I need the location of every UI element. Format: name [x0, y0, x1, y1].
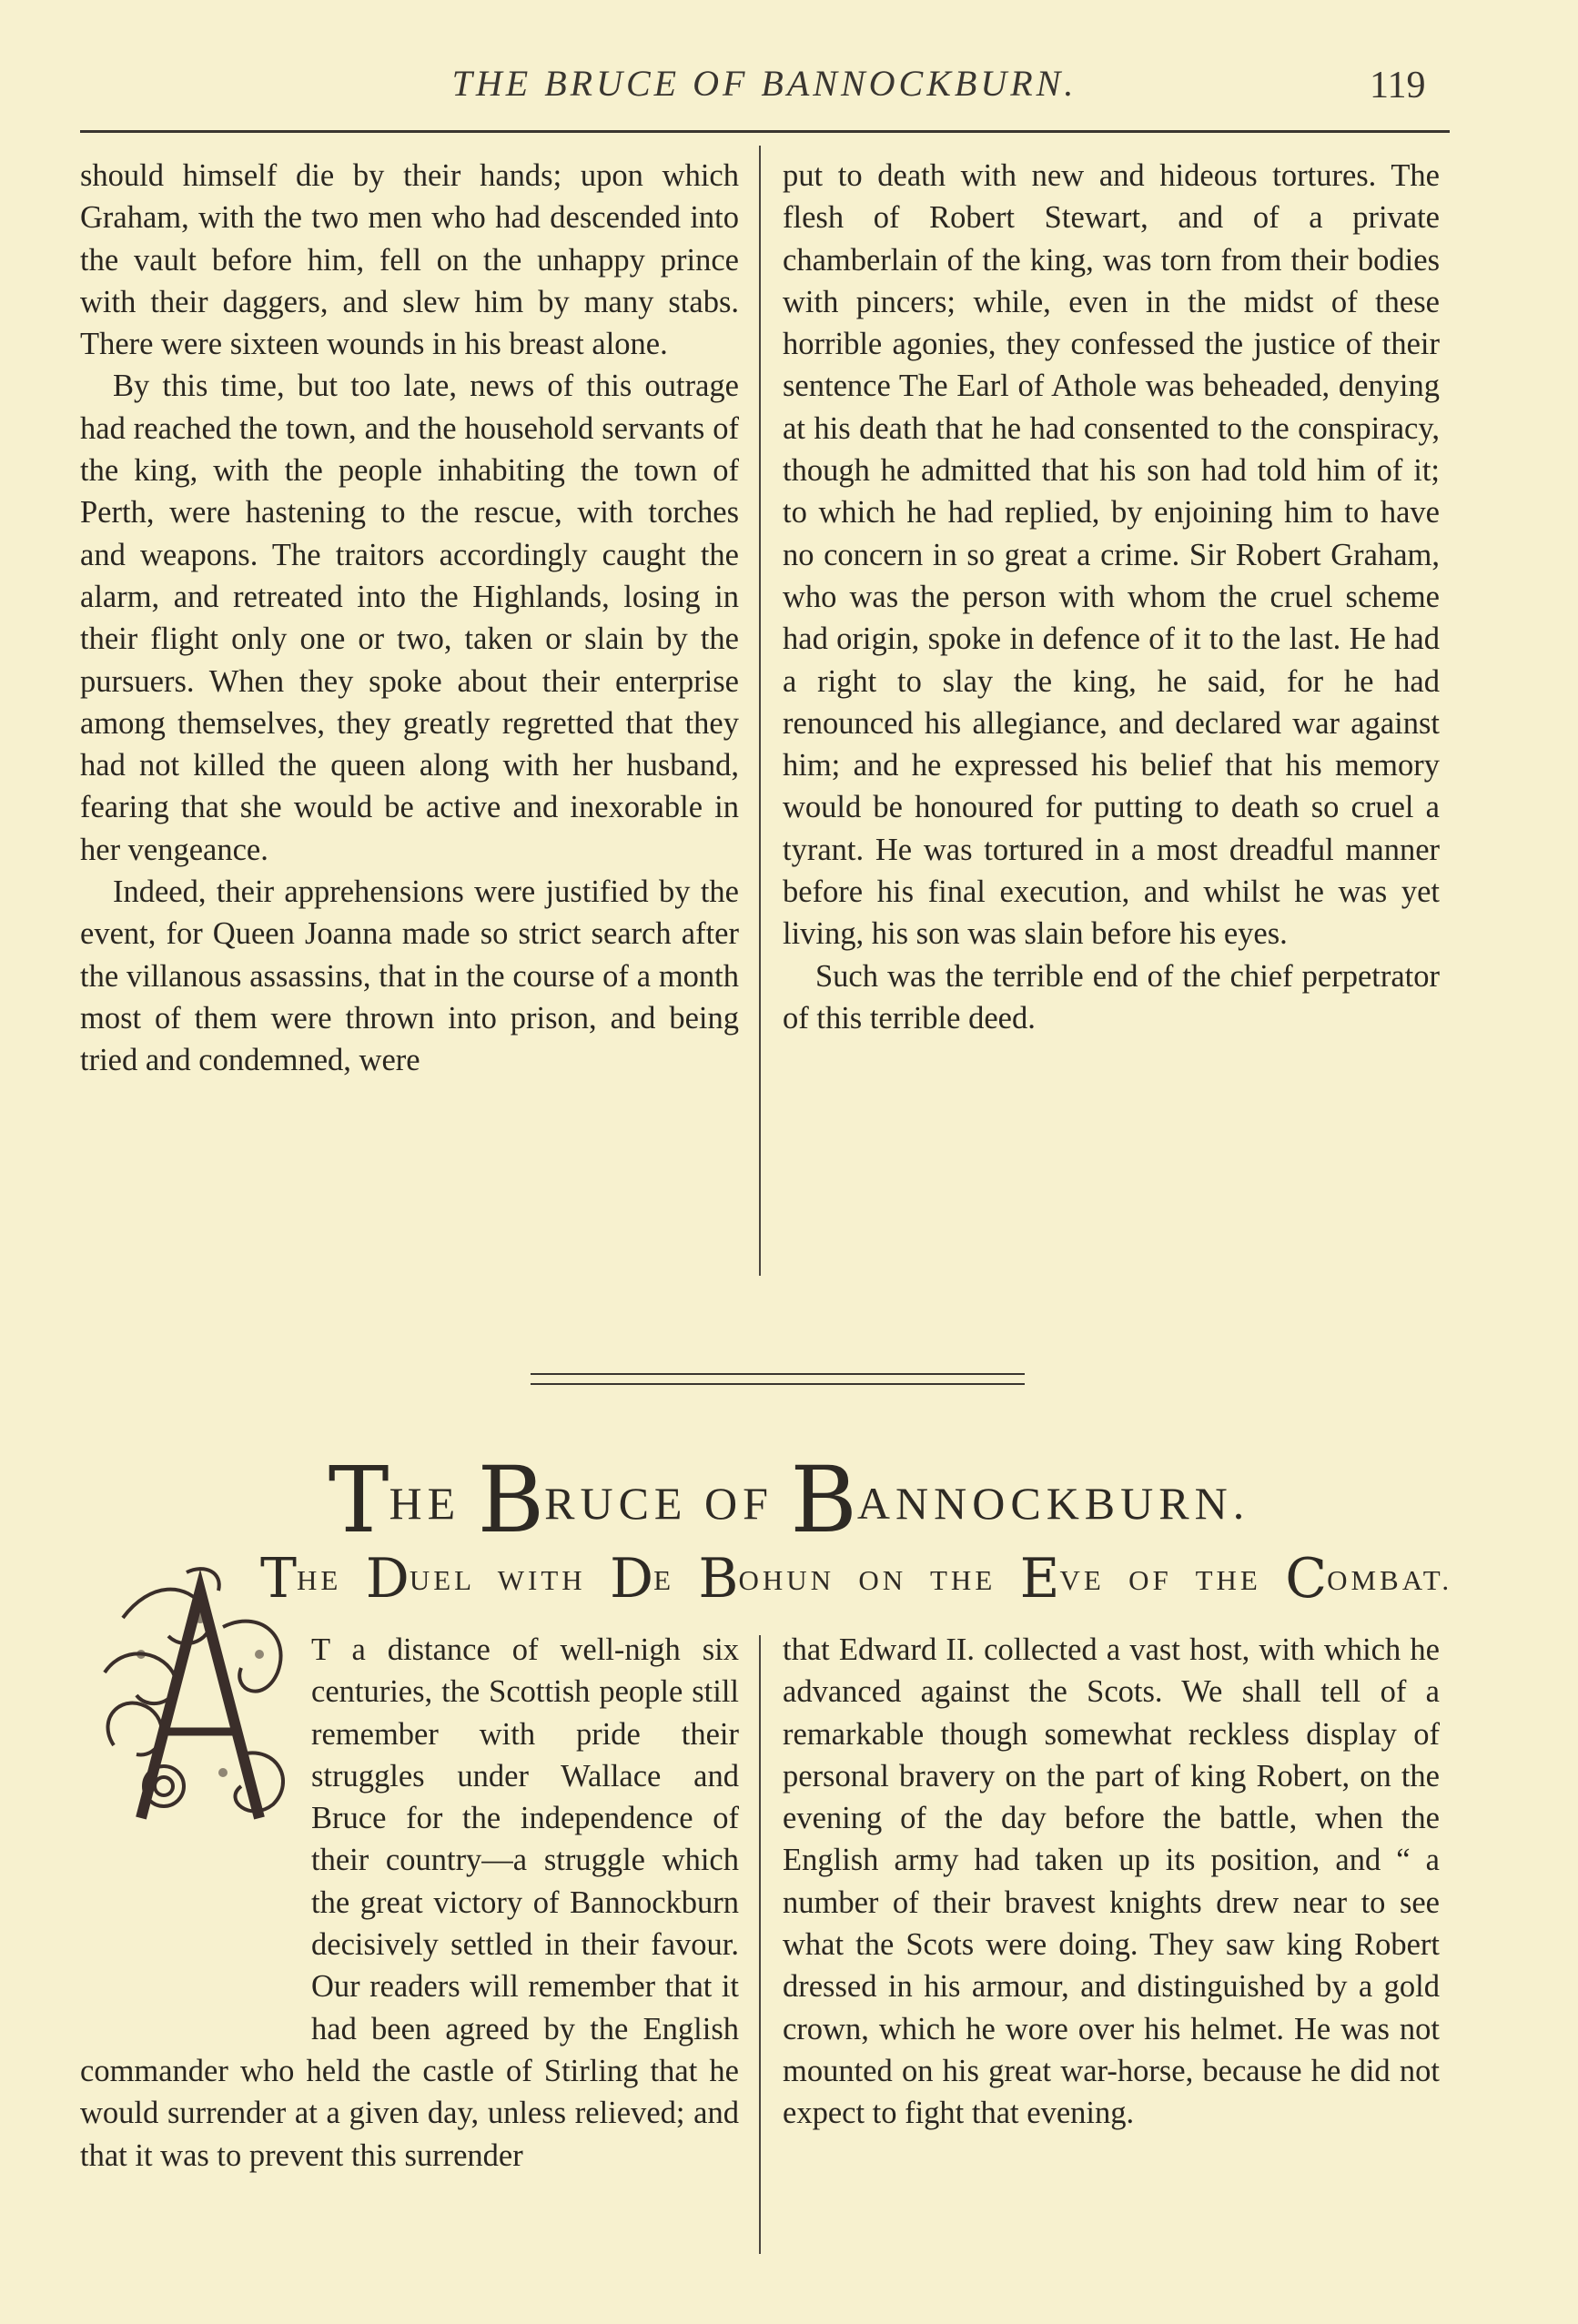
- header-rule: [80, 130, 1450, 133]
- section-subtitle: [260, 1547, 1452, 1611]
- paragraph: put to death with new and hideous tortures. The flesh of Robert Stewart, and of a private chamberlain of the king, was torn from their bodies with pincers; while, even in the midst of these horrible agonies, they confessed the justice of their sentence The Earl of Athole was beheaded, denying at his death that he had consented to the conspiracy, though he admitted that his son had told him of it; to which he had replied, by enjoining him to have no concern in so great a crime. Sir Robert Graham, who was the person with whom the cruel scheme had origin, spoke in defence of it to the last. He had a right to slay the king, he said, for he had renounced his allegiance, and declared war against him; and he expressed his belief that his memory would be honoured for putting to death so cruel a tyrant. He was tortured in a most dreadful manner before his final execution, and whilst he was yet living, his son was slain before his eyes.: [783, 158, 1440, 952]
- section-subtitle-text: THE DUEL WITH DE BOHUN ON THE EVE OF THE COMBAT.: [260, 1547, 1453, 1611]
- section-divider: [531, 1373, 1025, 1385]
- bottom-right-column: [783, 1629, 1440, 2135]
- initial-space: [80, 1629, 308, 2018]
- running-title: THE BRUCE OF BANNOCKBURN.: [451, 63, 1077, 104]
- section-title-text: THE BRUCE OF BANNOCKBURN.: [328, 1447, 1250, 1553]
- paragraph: Indeed, their apprehensions were justified by the event, for Queen Joanna made so strict search after the villanous assassins, that in the course of a month most of them were thrown into prison, and being tried and condemned, were: [80, 874, 739, 1078]
- page-number: 119: [1370, 65, 1426, 106]
- initial-letter: A: [86, 1551, 97, 1567]
- paragraph: By this time, but too late, news of this outrage had reached the town, and the household servants of the king, with the people inhabiting the town of Perth, were hastening to the rescue, with torches and weapons. The traitors accordingly caught the alarm, and retreated into the Highlands, losing in their flight only one or two, taken or slain by the pursuers. When they spoke about their enterprise among themselves, they greatly regretted that they had not killed the queen along with her husband, fearing that she would be active and inexorable in her vengeance.: [80, 369, 739, 867]
- column-rule: [759, 1635, 761, 2254]
- column-rule: [759, 146, 761, 1276]
- paragraph: that Edward II. collected a vast host, with which he advanced against the Scots. We shall tell of a remarkable though somewhat reckless display of personal bravery on the part of king Robert, on the evening of the day before the battle, when the English army had taken up its position, and “ a number of their bravest knights drew near to see what the Scots were doing. They saw king Robert dressed in his armour, and distinguished by a gold crown, which he wore over his helmet. He was not mounted on his great war-horse, because he did not expect to fight that evening.: [783, 1632, 1440, 2131]
- top-left-column: [80, 155, 739, 1082]
- bottom-left-column: [80, 1629, 739, 2177]
- section-title: [0, 1447, 1578, 1553]
- paragraph: Such was the terrible end of the chief perpetrator of this terrible deed.: [783, 958, 1440, 1036]
- top-right-column: [783, 155, 1440, 1039]
- paragraph: T a distance of well-nigh six centuries, the Scottish people still remember with pride their struggles under Wallace and Bruce for the independence of their country—a struggle which the great victory of Bannockburn decisively settled in their favour. Our readers will remember that it had been agreed by the English commander who held the castle of Stirling that he would surrender at a given day, unless relieved; and that it was to prevent this surrender: [80, 1632, 739, 2173]
- paragraph: should himself die by their hands; upon which Graham, with the two men who had descended into the vault before him, fell on the unhappy prince with their daggers, and slew him by many stabs. There were sixteen wounds in his breast alone.: [80, 158, 739, 362]
- running-header: [0, 62, 1578, 116]
